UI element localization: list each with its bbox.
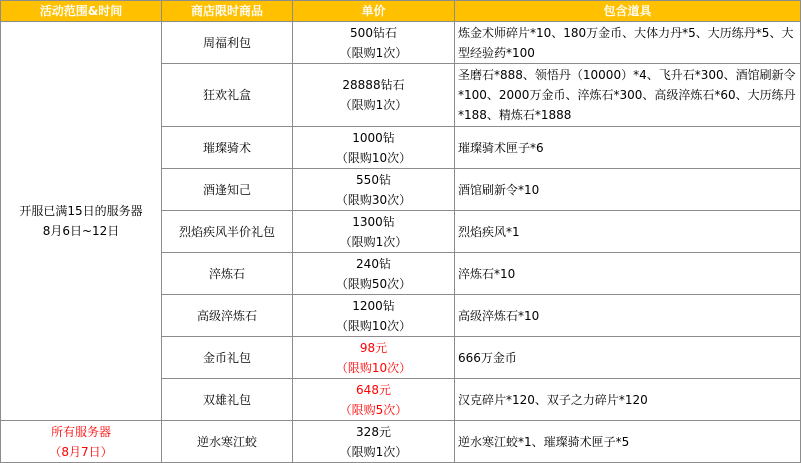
item-contents bbox=[455, 379, 801, 421]
item-name: 淬炼石 bbox=[162, 253, 293, 295]
price-value: 1000钻 bbox=[352, 130, 395, 145]
contents-text: 淬炼石*10 bbox=[458, 266, 516, 281]
price-cell bbox=[293, 22, 455, 64]
item-contents bbox=[455, 169, 801, 211]
price-value: 98元 bbox=[359, 340, 388, 355]
item-name: 周福利包 bbox=[162, 22, 293, 64]
item-contents bbox=[455, 337, 801, 379]
scope-date: （8月7日） bbox=[49, 444, 113, 459]
contents-text: 666万金币 bbox=[458, 350, 517, 365]
item-contents bbox=[455, 421, 801, 463]
price-value: 1300钻 bbox=[352, 214, 395, 229]
item-name: 狂欢礼盒 bbox=[162, 64, 293, 127]
item-name: 酒逢知己 bbox=[162, 169, 293, 211]
purchase-limit: （限购1次） bbox=[339, 234, 408, 249]
price-value: 648元 bbox=[356, 382, 391, 397]
header-row bbox=[1, 1, 801, 22]
item-contents bbox=[455, 211, 801, 253]
scope-cell bbox=[1, 22, 162, 421]
price-value: 240钻 bbox=[356, 256, 391, 271]
price-cell bbox=[293, 337, 455, 379]
item-name: 璀璨骑术 bbox=[162, 127, 293, 169]
item-contents bbox=[455, 295, 801, 337]
contents-text: 炼金术师碎片*10、180万金币、大体力丹*5、大历练丹*5、大型经验药*100 bbox=[458, 25, 794, 60]
contents-text: 高级淬炼石*10 bbox=[458, 308, 540, 323]
price-value: 328元 bbox=[356, 424, 391, 439]
header-item: 商店限时商品 bbox=[162, 1, 293, 22]
header-contents: 包含道具 bbox=[455, 1, 801, 22]
header-scope: 活动范围&时间 bbox=[1, 1, 162, 22]
table-row bbox=[1, 22, 801, 64]
item-name: 逆水寒江蛟 bbox=[162, 421, 293, 463]
price-value: 500钻石 bbox=[350, 25, 397, 40]
price-cell bbox=[293, 169, 455, 211]
price-cell bbox=[293, 211, 455, 253]
item-contents bbox=[455, 253, 801, 295]
price-cell bbox=[293, 295, 455, 337]
contents-text: 酒馆刷新令*10 bbox=[458, 182, 540, 197]
table-row bbox=[1, 421, 801, 463]
scope-date: 8月6日~12日 bbox=[42, 224, 120, 238]
purchase-limit: （限购30次） bbox=[335, 192, 412, 207]
price-value: 550钻 bbox=[356, 172, 391, 187]
purchase-limit: （限购50次） bbox=[335, 276, 412, 291]
item-contents bbox=[455, 64, 801, 127]
item-contents bbox=[455, 22, 801, 64]
purchase-limit: （限购10次） bbox=[335, 360, 412, 375]
price-value: 28888钻石 bbox=[342, 78, 405, 92]
scope-cell bbox=[1, 421, 162, 463]
price-cell bbox=[293, 421, 455, 463]
price-value: 1200钻 bbox=[352, 298, 395, 313]
item-contents bbox=[455, 127, 801, 169]
contents-text: 逆水寒江蛟*1、璀璨骑术匣子*5 bbox=[458, 434, 630, 449]
price-cell bbox=[293, 379, 455, 421]
header-price: 单价 bbox=[293, 1, 455, 22]
scope-label: 所有服务器 bbox=[50, 424, 111, 439]
contents-text: 璀璨骑术匣子*6 bbox=[458, 140, 544, 155]
purchase-limit: （限购1次） bbox=[339, 45, 408, 60]
contents-text: 圣磨石*888、领悟丹（10000）*4、飞升石*300、酒馆刷新令*100、2000万金币、淬炼石*300、高级淬炼石*60、大历练丹*188、精炼石*1888 bbox=[458, 68, 796, 122]
purchase-limit: （限购5次） bbox=[339, 402, 408, 417]
purchase-limit: （限购1次） bbox=[339, 98, 408, 112]
item-name: 金币礼包 bbox=[162, 337, 293, 379]
price-cell bbox=[293, 127, 455, 169]
item-name: 高级淬炼石 bbox=[162, 295, 293, 337]
item-name: 双雄礼包 bbox=[162, 379, 293, 421]
price-cell bbox=[293, 64, 455, 127]
purchase-limit: （限购1次） bbox=[339, 444, 408, 459]
item-name: 烈焰疾风半价礼包 bbox=[162, 211, 293, 253]
price-cell bbox=[293, 253, 455, 295]
scope-label: 开服已满15日的服务器 bbox=[19, 204, 143, 218]
purchase-limit: （限购10次） bbox=[335, 150, 412, 165]
contents-text: 烈焰疾风*1 bbox=[458, 224, 520, 239]
purchase-limit: （限购10次） bbox=[335, 318, 412, 333]
contents-text: 汉克碎片*120、双子之力碎片*120 bbox=[458, 392, 648, 407]
